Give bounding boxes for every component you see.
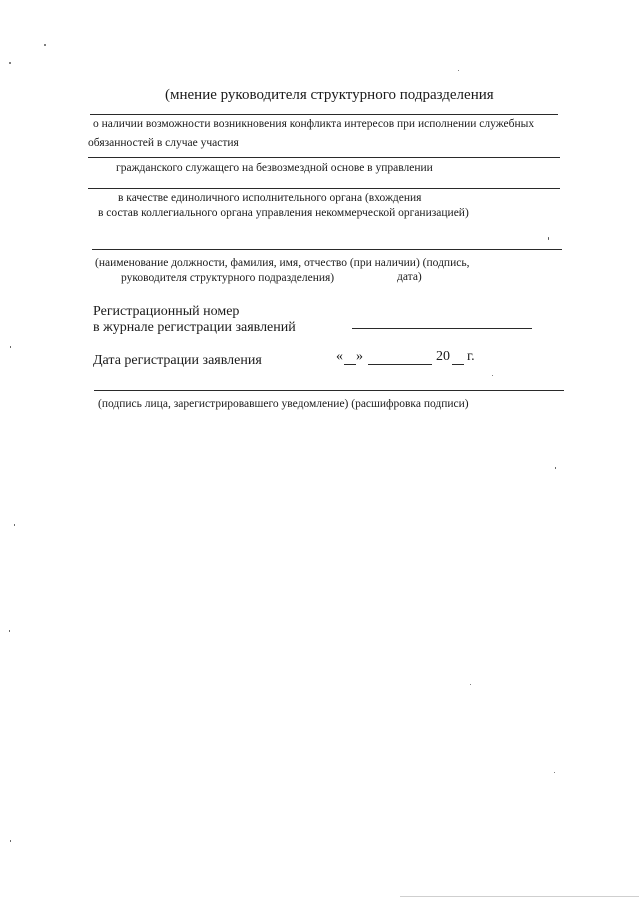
position-caption-line-1: (наименование должности, фамилия, имя, отчество (при наличии) (подпись, xyxy=(95,257,470,269)
civil-servant-fill-line xyxy=(88,188,560,189)
organization-fill-line xyxy=(92,249,562,250)
capacity-text-line-2: в состав коллегиального органа управления некоммерческой организацией) xyxy=(98,207,469,219)
scan-bottom-edge xyxy=(400,896,639,897)
reg-date-quote-close: » xyxy=(356,349,363,364)
conflict-text-line-2: обязанностей в случае участия xyxy=(88,137,239,149)
conflict-text-line-1: о наличии возможности возникновения конфликта интересов при исполнении служебных xyxy=(93,118,535,130)
reg-date-month-line xyxy=(368,364,432,365)
reg-date-year-line xyxy=(452,364,464,365)
scan-speck xyxy=(9,630,10,632)
capacity-text-line-1: в качестве единоличного исполнительного органа (вхождения xyxy=(118,192,422,204)
scan-speck xyxy=(548,237,549,240)
civil-servant-text: гражданского служащего на безвозмездной основе в управлении xyxy=(116,162,433,174)
reg-date-quote-open: « xyxy=(336,349,343,364)
reg-date-year-suffix: г. xyxy=(467,349,475,364)
scan-speck xyxy=(492,375,493,376)
position-caption-line-2: руководителя структурного подразделения) xyxy=(121,272,335,284)
scan-speck xyxy=(458,70,459,71)
reg-number-label-line-1: Регистрационный номер xyxy=(93,304,240,319)
scan-speck xyxy=(555,467,556,469)
scan-speck xyxy=(10,346,11,348)
scan-speck xyxy=(554,772,555,773)
reg-date-day-line xyxy=(344,364,356,365)
scan-speck xyxy=(9,62,11,64)
reg-date-year-prefix: 20 xyxy=(436,349,450,364)
signature-caption: (подпись лица, зарегистрировавшего уведомление) (расшифровка подписи) xyxy=(98,398,469,410)
form-title: (мнение руководителя структурного подразделения xyxy=(165,87,494,103)
reg-date-label: Дата регистрации заявления xyxy=(93,353,262,368)
reg-number-fill-line xyxy=(352,328,532,329)
reg-number-label-line-2: в журнале регистрации заявлений xyxy=(93,320,296,335)
position-caption-date: дата) xyxy=(397,271,422,283)
title-underline xyxy=(90,114,558,115)
signature-fill-line xyxy=(94,390,564,391)
conflict-fill-line xyxy=(88,157,560,158)
scan-speck xyxy=(470,684,471,685)
scan-speck xyxy=(44,44,46,46)
scan-speck xyxy=(10,840,11,842)
scan-speck xyxy=(14,524,15,526)
